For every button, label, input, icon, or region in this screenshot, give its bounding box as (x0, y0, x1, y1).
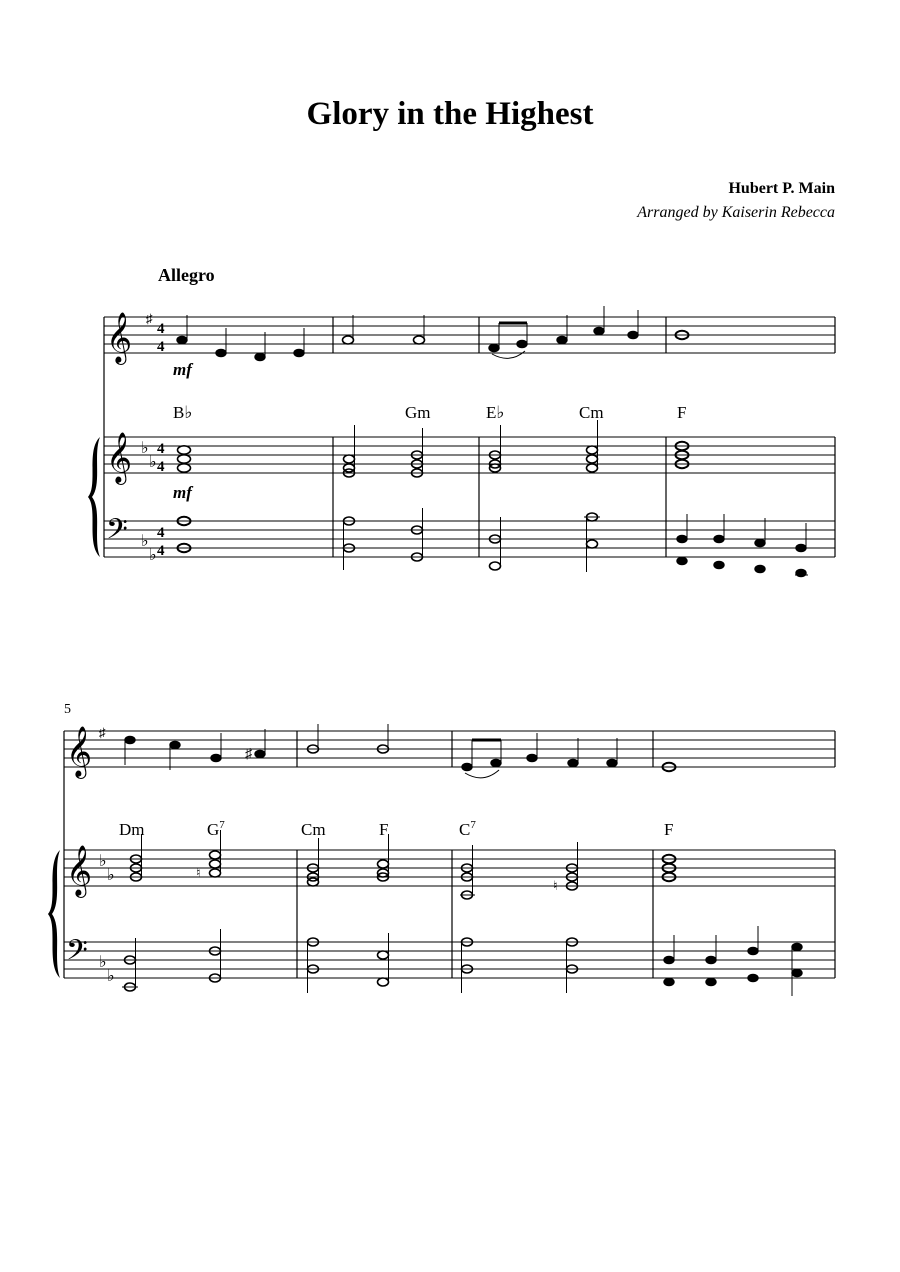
piano-bass-staff-1 (104, 521, 835, 557)
melody-staff-1 (104, 317, 835, 353)
piano-bass-notes-system-1 (178, 508, 809, 577)
chord-symbol: Gm (405, 403, 431, 422)
flat-key-signature: ♭ (149, 547, 157, 564)
piano-bass-staff-2 (64, 942, 835, 978)
system-1 (88, 306, 835, 577)
flat-key-signature: ♭ (149, 454, 157, 471)
dynamic-marking: mf (173, 483, 192, 502)
sharp-key-signature: ♯ (99, 725, 106, 740)
treble-clef-icon: 𝄞 (106, 313, 133, 362)
chord-symbol: F (379, 820, 389, 839)
flat-key-signature: ♭ (107, 968, 115, 985)
melody-notes-system-2 (125, 724, 676, 778)
piano-treble-staff-1 (104, 437, 835, 473)
chord-symbols-system-2 (119, 819, 673, 839)
chord-symbol: B♭ (173, 403, 193, 422)
chord-symbols-system-1 (173, 403, 686, 422)
arranger-credit: Arranged by Kaiserin Rebecca (637, 204, 835, 221)
chord-symbol: Cm (301, 820, 326, 839)
composer-credit: Hubert P. Main (728, 180, 835, 197)
treble-clef-icon: 𝄞 (66, 727, 93, 776)
sharp-key-signature: ♯ (146, 311, 153, 326)
chord-symbol: F (664, 820, 674, 839)
piano-treble-chords-system-1 (178, 420, 689, 477)
flat-key-signature: ♭ (99, 853, 107, 870)
piano-brace-2 (48, 850, 60, 978)
flat-key-signature: ♭ (141, 533, 149, 550)
bass-clef-icon: 𝄢 (106, 515, 128, 552)
measure-number: 5 (64, 702, 71, 717)
time-signature-top: 4 (157, 525, 165, 541)
flat-key-signature: ♭ (99, 954, 107, 971)
time-signature-top: 4 (157, 441, 165, 457)
treble-clef-icon: 𝄞 (66, 846, 93, 895)
bass-clef-icon: 𝄢 (66, 936, 88, 973)
chord-symbol: E♭ (486, 403, 505, 422)
dynamic-marking: mf (173, 360, 192, 379)
natural-accidental: ♮ (196, 865, 201, 880)
chord-symbol (459, 819, 476, 839)
chord-extension: 7 (219, 819, 225, 831)
piano-treble-chords-system-2 (131, 830, 676, 899)
time-signature-top: 4 (157, 321, 165, 337)
treble-clef-icon: 𝄞 (106, 433, 133, 482)
chord-root: C (459, 820, 471, 839)
chord-root: G (207, 820, 220, 839)
chord-symbol: Cm (579, 403, 604, 422)
natural-accidental: ♮ (553, 878, 558, 893)
chord-extension: 7 (470, 819, 476, 831)
time-signature-bottom: 4 (157, 459, 165, 475)
chord-symbol: F (677, 403, 687, 422)
page-title: Glory in the Highest (306, 96, 594, 132)
chord-symbol: Dm (119, 820, 145, 839)
flat-key-signature: ♭ (107, 867, 115, 884)
piano-brace-1 (88, 437, 100, 557)
sharp-accidental: ♯ (245, 747, 252, 762)
piano-treble-staff-2 (64, 850, 835, 886)
tempo-marking: Allegro (158, 265, 215, 285)
system-2 (48, 702, 835, 996)
barlines-system-2 (64, 731, 835, 978)
time-signature-bottom: 4 (157, 543, 165, 559)
melody-staff-2 (64, 731, 835, 767)
flat-key-signature: ♭ (141, 440, 149, 457)
time-signature-bottom: 4 (157, 339, 165, 355)
piano-bass-notes-system-2 (122, 926, 802, 996)
chord-symbol (207, 819, 225, 839)
